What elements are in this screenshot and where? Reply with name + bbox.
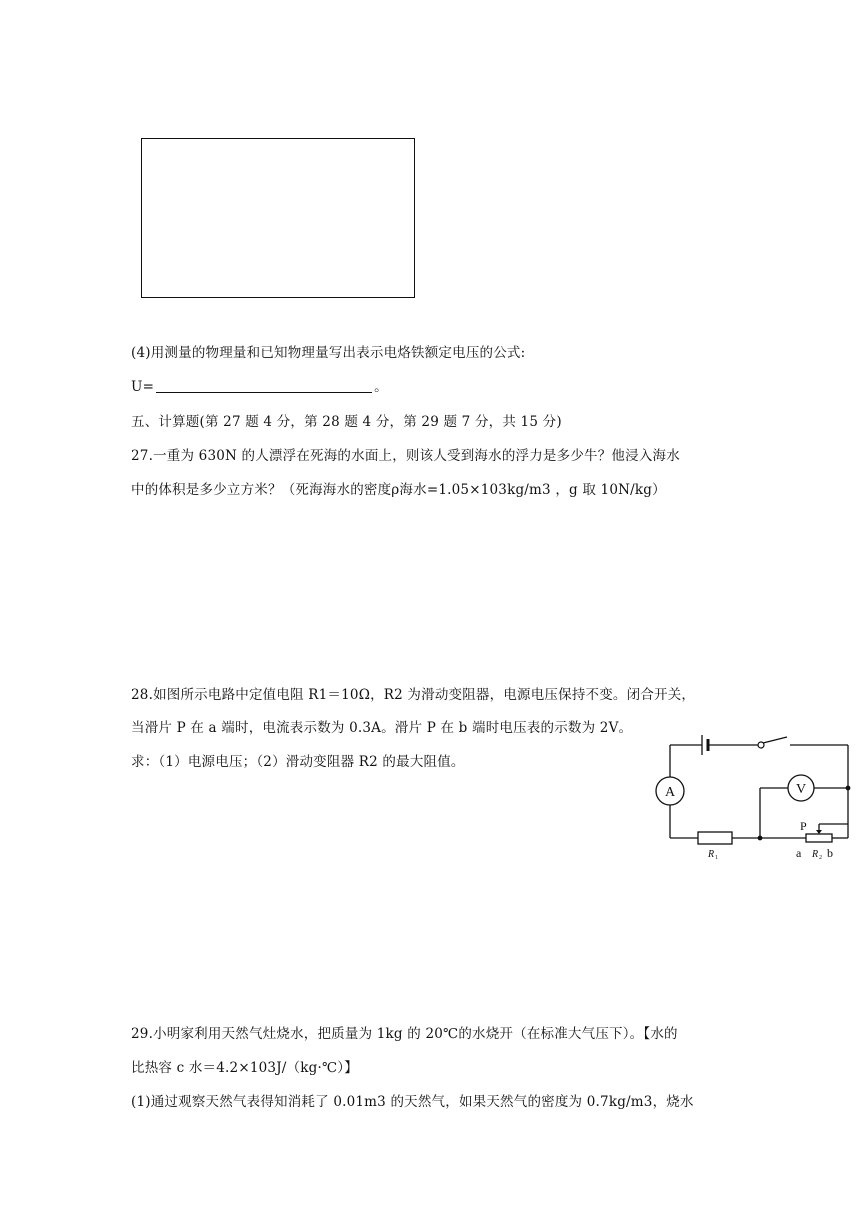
q28-line2: 当滑片 P 在 a 端时，电流表示数为 0.3A。滑片 P 在 b 端时电压表的示数为 2V。 (131, 720, 633, 736)
voltmeter-label: V (795, 782, 807, 797)
circuit-diagram (650, 730, 860, 865)
r1-label: R (708, 849, 715, 860)
q27-line2: 中的体积是多少立方米？（死海海水的密度ρ海水=1.05×103kg/m3 ，g 取 10N/kg） (131, 482, 666, 498)
r1-resistor (698, 832, 732, 844)
junction-node (846, 786, 851, 791)
q27-line1: 27.一重为 630N 的人漂浮在死海的水面上，则该人受到海水的浮力是多少牛？他浸入海水 (131, 448, 680, 464)
switch-blade (763, 737, 787, 743)
u-label: U= (131, 379, 155, 395)
answer-drawing-box (141, 138, 415, 298)
q29-line3: (1)通过观察天然气表得知消耗了 0.01m3 的天然气，如果天然气的密度为 0.7kg/m3，烧水 (131, 1094, 694, 1110)
q26-part4-text: (4)用测量的物理量和已知物理量写出表示电烙铁额定电压的公式: (131, 345, 526, 361)
q26-formula-line (131, 375, 388, 395)
section5-title: 五、计算题(第 27 题 4 分，第 28 题 4 分，第 29 题 7 分，共 15 分) (131, 414, 562, 430)
r2-label: R (812, 849, 819, 860)
ammeter-label: A (664, 785, 676, 800)
end-a-label: a (796, 846, 802, 860)
formula-blank[interactable] (156, 379, 372, 393)
period: 。 (374, 379, 388, 395)
q29-line2: 比热容 c 水＝4.2×103J/（kg·℃）】 (131, 1060, 358, 1076)
slider-label: P (800, 819, 807, 833)
r2-rheostat (806, 834, 832, 842)
r2-subscript: 2 (819, 855, 822, 861)
q28-line1: 28.如图所示电路中定值电阻 R1＝10Ω，R2 为滑动变阻器，电源电压保持不变。闭合开关， (131, 687, 696, 703)
q29-line1: 29.小明家利用天然气灶烧水，把质量为 1kg 的 20℃的水烧开（在标准大气压下）。【水的 (131, 1026, 678, 1042)
end-b-label: b (827, 846, 833, 860)
q28-line3: 求：（1）电源电压；（2）滑动变阻器 R2 的最大阻值。 (131, 754, 465, 770)
r1-subscript: 1 (715, 855, 718, 861)
